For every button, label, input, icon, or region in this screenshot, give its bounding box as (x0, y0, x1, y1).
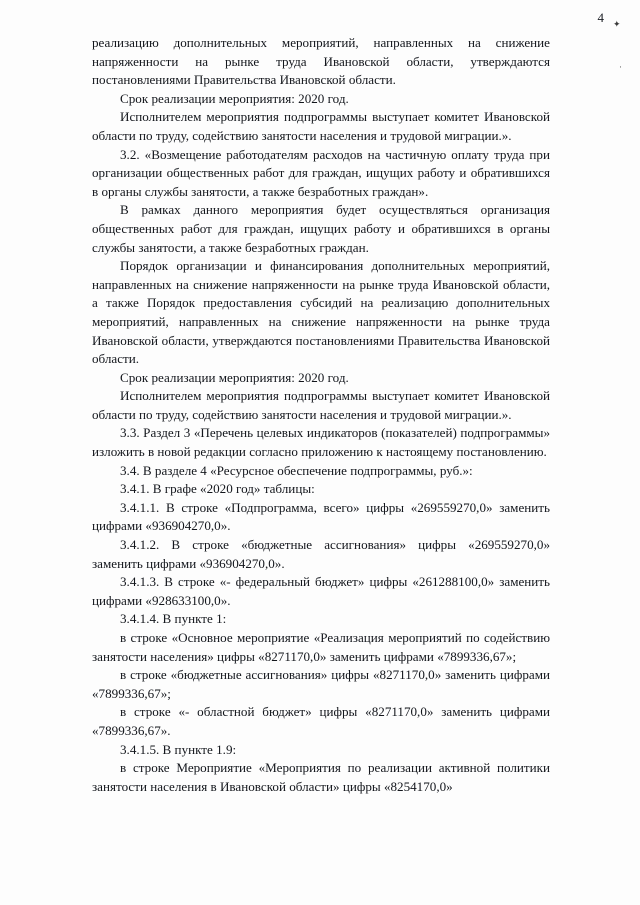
document-body (92, 34, 550, 796)
corner-mark-icon: ✦ (613, 19, 621, 29)
paragraph: Исполнителем мероприятия подпрограммы выступает комитет Ивановской области по труду, содействию занятости населения и трудовой миграции.». (92, 388, 550, 422)
paragraph: в строке «Основное мероприятие «Реализация мероприятий по содействию занятости населения» цифры «8271170,0» заменить цифрами «7899336,67»; (92, 630, 550, 664)
paragraph: в строке Мероприятие «Мероприятия по реализации активной политики занятости населения в Ивановской области» цифры «8254170,0» (92, 760, 550, 794)
paragraph: 3.2. «Возмещение работодателям расходов на частичную оплату труда при организации общественных работ для граждан, ищущих работу и обратившихся в органы службы занятости, а также безработных граждан». (92, 146, 550, 199)
paragraph: 3.4.1.4. В пункте 1: (120, 611, 227, 627)
paragraph: в строке «- областной бюджет» цифры «8271170,0» заменить цифрами «7899336,67». (92, 704, 550, 738)
paragraph: 3.4.1.2. В строке «бюджетные ассигнования» цифры «269559270,0» заменить цифрами «936904270,0». (92, 537, 550, 571)
paragraph: В рамках данного мероприятия будет осуществляться организация общественных работ для граждан, ищущих работу и обратившихся в органы службы занятости, а также безработных граждан. (92, 202, 550, 255)
paragraph: Исполнителем мероприятия подпрограммы выступает комитет Ивановской области по труду, содействию занятости населения и трудовой миграции.». (92, 109, 550, 143)
paragraph: 3.4.1.1. В строке «Подпрограмма, всего» цифры «269559270,0» заменить цифрами «936904270,0». (92, 499, 550, 534)
paragraph: 3.4.1.3. В строке «- федеральный бюджет» цифры «261288100,0» заменить цифрами «928633100,0». (92, 574, 550, 608)
paragraph: реализацию дополнительных мероприятий, направленных на снижение напряженности на рынке труда Ивановской области, утверждаются постановлениями Правительства Ивановской области. (92, 35, 550, 88)
page-number: 4 (597, 10, 604, 25)
paragraph: 3.4.1. В графе «2020 год» таблицы: (120, 481, 315, 497)
paragraph: Порядок организации и финансирования дополнительных мероприятий, направленных на снижение напряженности на рынке труда Ивановской области, а также Порядок предоставления субсидий на реализацию дополнительных мероприятий, направленных на снижение напряженности на рынке труда Ивановской области, утверждаются постановлениями Правительства Ивановской области. (92, 258, 550, 367)
paragraph: 3.4.1.5. В пункте 1.9: (120, 741, 237, 757)
paragraph: Срок реализации мероприятия: 2020 год. (120, 90, 349, 106)
paragraph: 3.3. Раздел 3 «Перечень целевых индикаторов (показателей) подпрограммы» изложить в новой редакции согласно приложению к настоящему постановлению. (92, 425, 550, 460)
paragraph: Срок реализации мероприятия: 2020 год. (120, 369, 349, 385)
paragraph: в строке «бюджетные ассигнования» цифры «8271170,0» заменить цифрами «7899336,67»; (92, 667, 550, 701)
page-bottom-fade (0, 877, 640, 905)
side-mark-icon: · (619, 62, 622, 72)
paragraph: 3.4. В разделе 4 «Ресурсное обеспечение подпрограммы, руб.»: (120, 462, 473, 478)
